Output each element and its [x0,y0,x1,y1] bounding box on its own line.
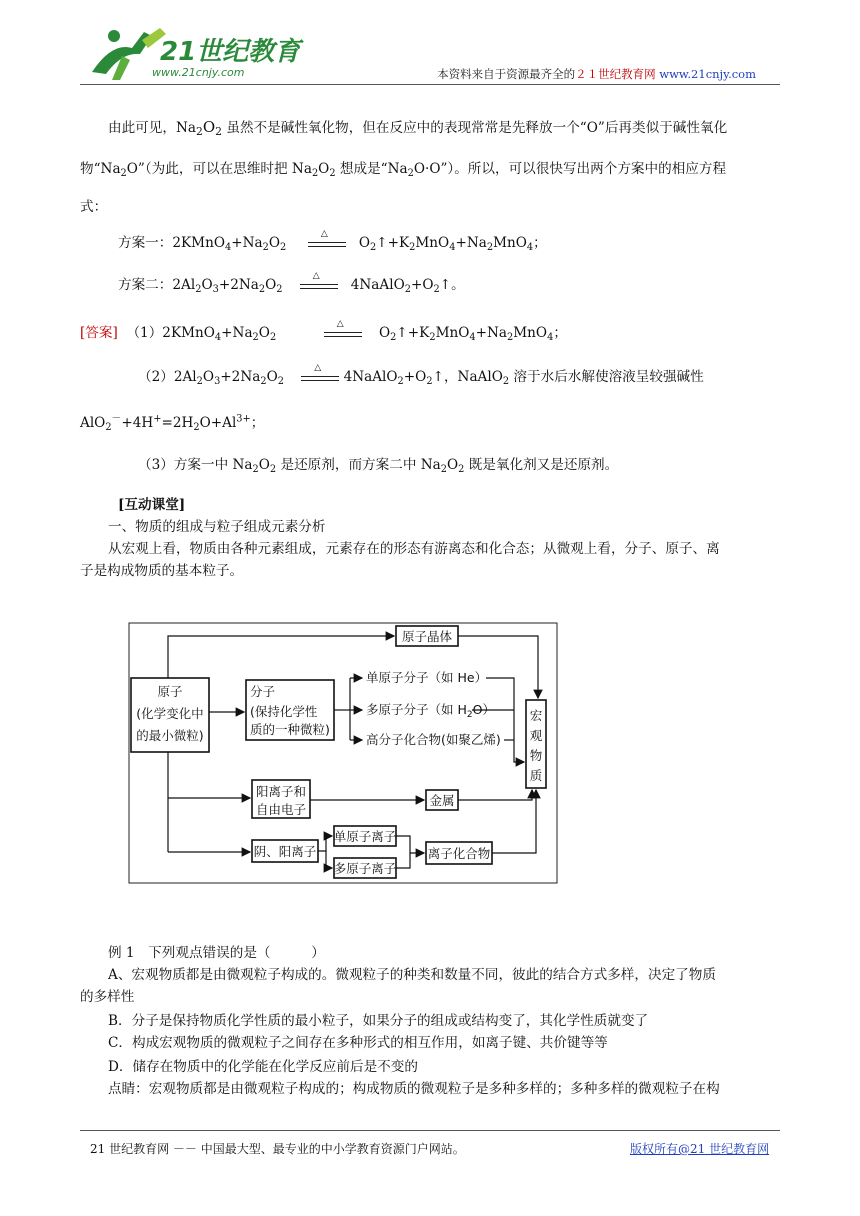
ionic-compound-label: 离子化合物 [427,846,491,861]
source-note [437,66,756,82]
cation-label: 阳离子和 [256,784,307,799]
molecule-desc-1: (保持化学性 [250,704,318,719]
atom-desc-1: (化学变化中 [136,706,204,721]
paragraph-2: 物“$Na_2O$”（为此，可以在思维时把 $Na_2O_2$ 想成是“$Na_2O\cdot O$”）。所以，可以很快写出两个方案中的相应方程 [80,161,727,179]
plan-2-equation: 方案二：$2Al_2O_3+2Na_2O_2$ △ $4NaAlO_2+O_2↑$。 [118,270,465,295]
molecule-desc-2: 质的一种微粒) [250,722,330,737]
poly-molecule-label: 多原子分子（如 $H_2O$） [366,702,495,720]
polymer-label: 高分子化合物(如聚乙烯) [366,732,501,747]
macro-char-3: 物 [529,748,543,763]
answer-3: （3）方案一中 $Na_2O_2$ 是还原剂，而方案二中 $Na_2O_2$ 既是氧化剂又是还原剂。 [138,457,619,475]
hint-line: 点睛：宏观物质都是由微观粒子构成的；构成物质的微观粒子是多种多样的；多种多样的微观粒子在构 [108,1081,720,1097]
intro-line-1: 从宏观上看，物质由各种元素组成，元素存在的形态有游离态和化合态；从微观上看，分子、原子、离 [108,541,720,557]
particle-structure-diagram [128,622,558,884]
intro-line-2: 子是构成物质的基本粒子。 [80,563,244,579]
mono-molecule-label: 单原子分子（如 He） [366,670,488,685]
macro-char-2: 观 [529,728,543,743]
source-prefix: 本资料来自于资源最齐全的 [437,67,576,81]
atom-label: 原子 [157,684,183,699]
site-logo [82,22,301,84]
atomic-crystal-label: 原子晶体 [401,629,453,644]
mono-ion-label: 单原子离子 [333,829,397,844]
footer-text: 21 世纪教育网 －－ 中国最大型、最专业的中小学教育资源门户网站。 [90,1142,465,1156]
molecule-label: 分子 [250,684,276,699]
source-url[interactable]: www.21cnjy.com [659,67,756,81]
logo-text: 21世纪教育 [160,37,301,67]
atom-desc-2: 的最小微粒) [136,728,204,743]
footer-divider [80,1130,780,1131]
ions-label: 阴、阳离子 [253,844,317,859]
answer-2-ionic: $AlO_2^-+4H^+=2H_2O+Al^{3+}$； [80,413,265,433]
example-question: 例 1 下列观点错误的是（ ） [108,945,325,961]
paragraph-3: 式： [80,199,108,215]
option-d: D．储存在物质中的化学能在化学反应前后是不变的 [108,1059,418,1075]
logo-url: www.21cnjy.com [152,66,245,79]
paragraph-1: 由此可见，$Na_2O_2$ 虽然不是碱性氧化物，但在反应中的表现常常是先释放一个“O”后再类似于碱性氧化 [108,118,728,138]
option-a-line-2: 的多样性 [80,989,135,1005]
answer-2: $(2)2Al_2O_3+2Na_2O_2$ △ $4NaAlO_2+O_2↑$，NaAlO$_2$ 溶于水后水解使溶液呈较强碱性 [138,362,704,387]
metal-label: 金属 [429,793,455,808]
answer-1: [答案] $(1)2KMnO_4+Na_2O_2$ △ $O_2↑+K_2MnO_4+Na_2MnO_4$； [80,318,567,343]
poly-ion-label: 多原子离子 [333,861,397,876]
header-divider [80,84,780,85]
section-title: [互动课堂] [118,497,186,513]
option-b: B．分子是保持物质化学性质的最小粒子，如果分子的组成或结构变了，其化学性质就变了 [108,1013,649,1029]
option-c: C．构成宏观物质的微观粒子之间存在多种形式的相互作用，如离子键、共价键等等 [108,1035,608,1051]
macro-char-1: 宏 [529,708,543,723]
copyright-link[interactable]: 版权所有@21 世纪教育网 [630,1142,770,1156]
electron-label: 自由电子 [256,802,307,817]
source-site: ２１世纪教育网 [575,67,656,81]
option-a-line-1: A、宏观物质都是由微观粒子构成的。微观粒子的种类和数量不同，彼此的结合方式多样，决定了物质 [108,967,716,983]
plan-1-equation: 方案一：$2KMnO_4+Na_2O_2$ △ $O_2↑+K_2MnO_4+Na_2MnO_4$； [118,228,547,253]
macro-char-4: 质 [529,768,543,783]
answer-tag: [答案] [80,325,118,341]
subsection-title: 一、物质的组成与粒子组成元素分析 [108,519,326,535]
